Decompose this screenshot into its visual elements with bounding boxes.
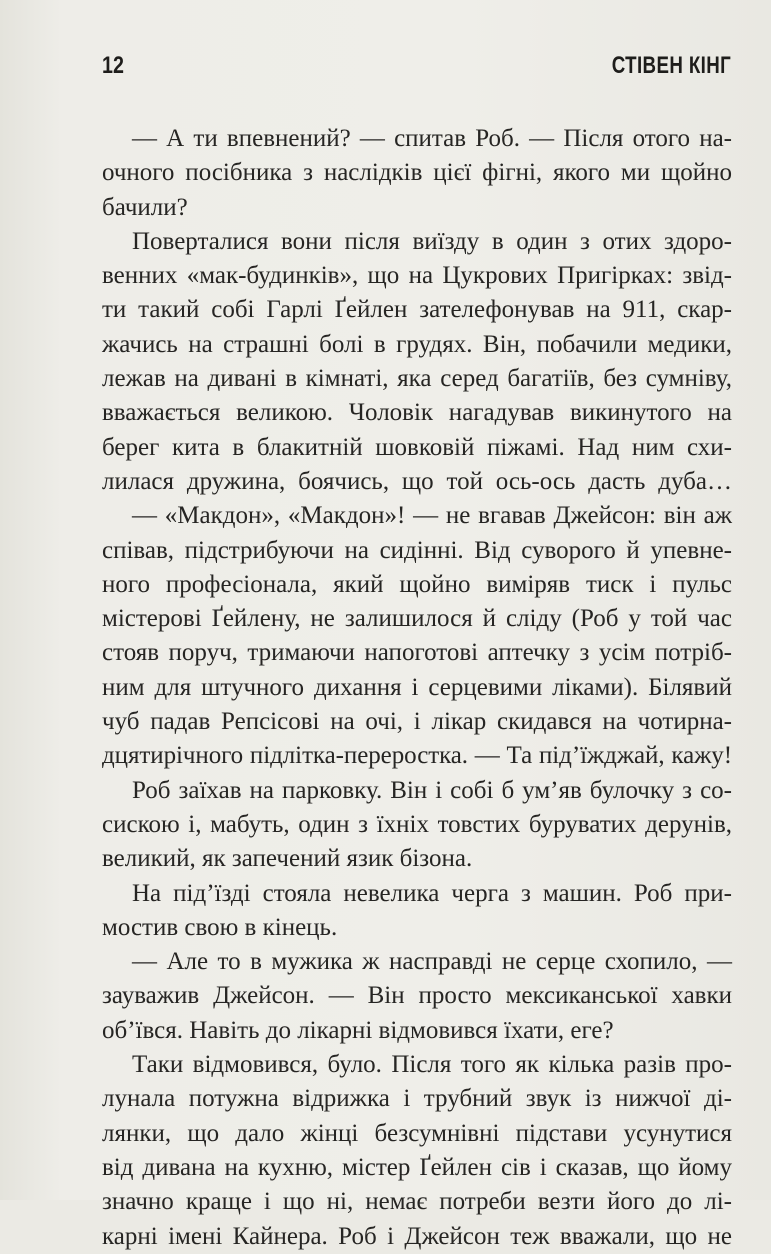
paragraph [102, 499, 732, 773]
text-line: від дивана на кухню, містер Ґейлен сів і сказав, що йому [102, 1153, 732, 1181]
page-header [102, 52, 731, 84]
text-line: стояв поруч, тримаючи напоготові аптечку з усім потріб- [102, 639, 732, 667]
text-line: очного посібника з наслідків цієї фігні, якого ми щойно [102, 159, 732, 187]
text-line: співав, підстрибуючи на сидінні. Від суворого й упевне- [102, 536, 732, 564]
text-line: жачись на страшні болі в грудях. Він, побачили медики, [102, 330, 732, 358]
text-line: значно краще і що ні, немає потреби везти його до лі- [102, 1188, 732, 1216]
text-line: венних «мак-будинків», що на Цукрових Пригірках: звід- [102, 262, 732, 290]
text-line: Роб заїхав на парковку. Він і собі б ум’яв булочку з со- [132, 776, 732, 804]
text-line: дцятирічного підлітка-переростка. — Та під’їжджай, кажу! [102, 742, 732, 770]
text-line: сискою і, мабуть, один з їхніх товстих буруватих дерунів, [102, 810, 732, 838]
text-line: вважається великою. Чоловік нагадував викинутого на [102, 399, 732, 427]
text-line: Поверталися вони після виїзду в один з отих здоро- [132, 227, 732, 255]
text-line: бачили? [102, 193, 188, 221]
text-line: — А ти впевнений? — спитав Роб. — Після отого на- [132, 125, 732, 152]
text-line: великий, як запечений язик бізона. [102, 845, 473, 873]
paragraph [102, 877, 732, 946]
text-line: карні імені Кайнера. Роб і Джейсон теж вважали, що не [102, 1222, 732, 1250]
paragraph [102, 774, 732, 877]
text-line: — «Макдон», «Макдон»! — не вгавав Джейсон: він аж [132, 502, 732, 530]
page-number: 12 [102, 52, 124, 79]
text-line: лунала потужна відрижка і трубний звук із нижчої ді- [102, 1085, 732, 1113]
paragraph [102, 122, 732, 225]
paragraph [102, 1048, 732, 1254]
text-line: зауважив Джейсон. — Він просто мексиканської хавки [102, 982, 732, 1010]
text-line: містерові Ґейлену, не залишилося й сліду (Роб у той час [102, 605, 732, 633]
text-line: об’ївся. Навіть до лікарні відмовився їхати, еге? [102, 1016, 614, 1044]
text-line: лежав на дивані в кімнаті, яка серед багатіїв, без сумніву, [102, 365, 732, 393]
text-line: лянки, що дало жінці безсумнівні підстави усунутися [102, 1119, 732, 1147]
text-line: — Але то в мужика ж насправді не серце схопило, — [132, 948, 732, 976]
text-line: мостив свою в кінець. [102, 913, 338, 941]
text-line: На під’їзді стояла невелика черга з машин. Роб при- [132, 879, 732, 907]
text-line: ти такий собі Гарлі Ґейлен зателефонував на 911, скар- [102, 296, 732, 324]
text-line: ного професіонала, який щойно виміряв тиск і пульс [102, 570, 732, 598]
body-text [102, 122, 732, 1254]
running-title: СТІВЕН КІНГ [611, 52, 731, 79]
paragraph [102, 945, 732, 1048]
text-line: Таки відмовився, було. Після того як кілька разів про- [132, 1051, 732, 1079]
paragraph [102, 225, 732, 499]
text-line: чуб падав Репсісові на очі, і лікар скидався на чотирна- [102, 708, 732, 736]
text-line: берег кита в блакитній шовковій піжамі. Над ним схи- [102, 433, 732, 461]
text-line: ним для штучного дихання і серцевими ліками). Білявий [102, 673, 732, 701]
text-line: лилася дружина, боячись, що той ось-ось дасть дуба… [102, 467, 732, 495]
